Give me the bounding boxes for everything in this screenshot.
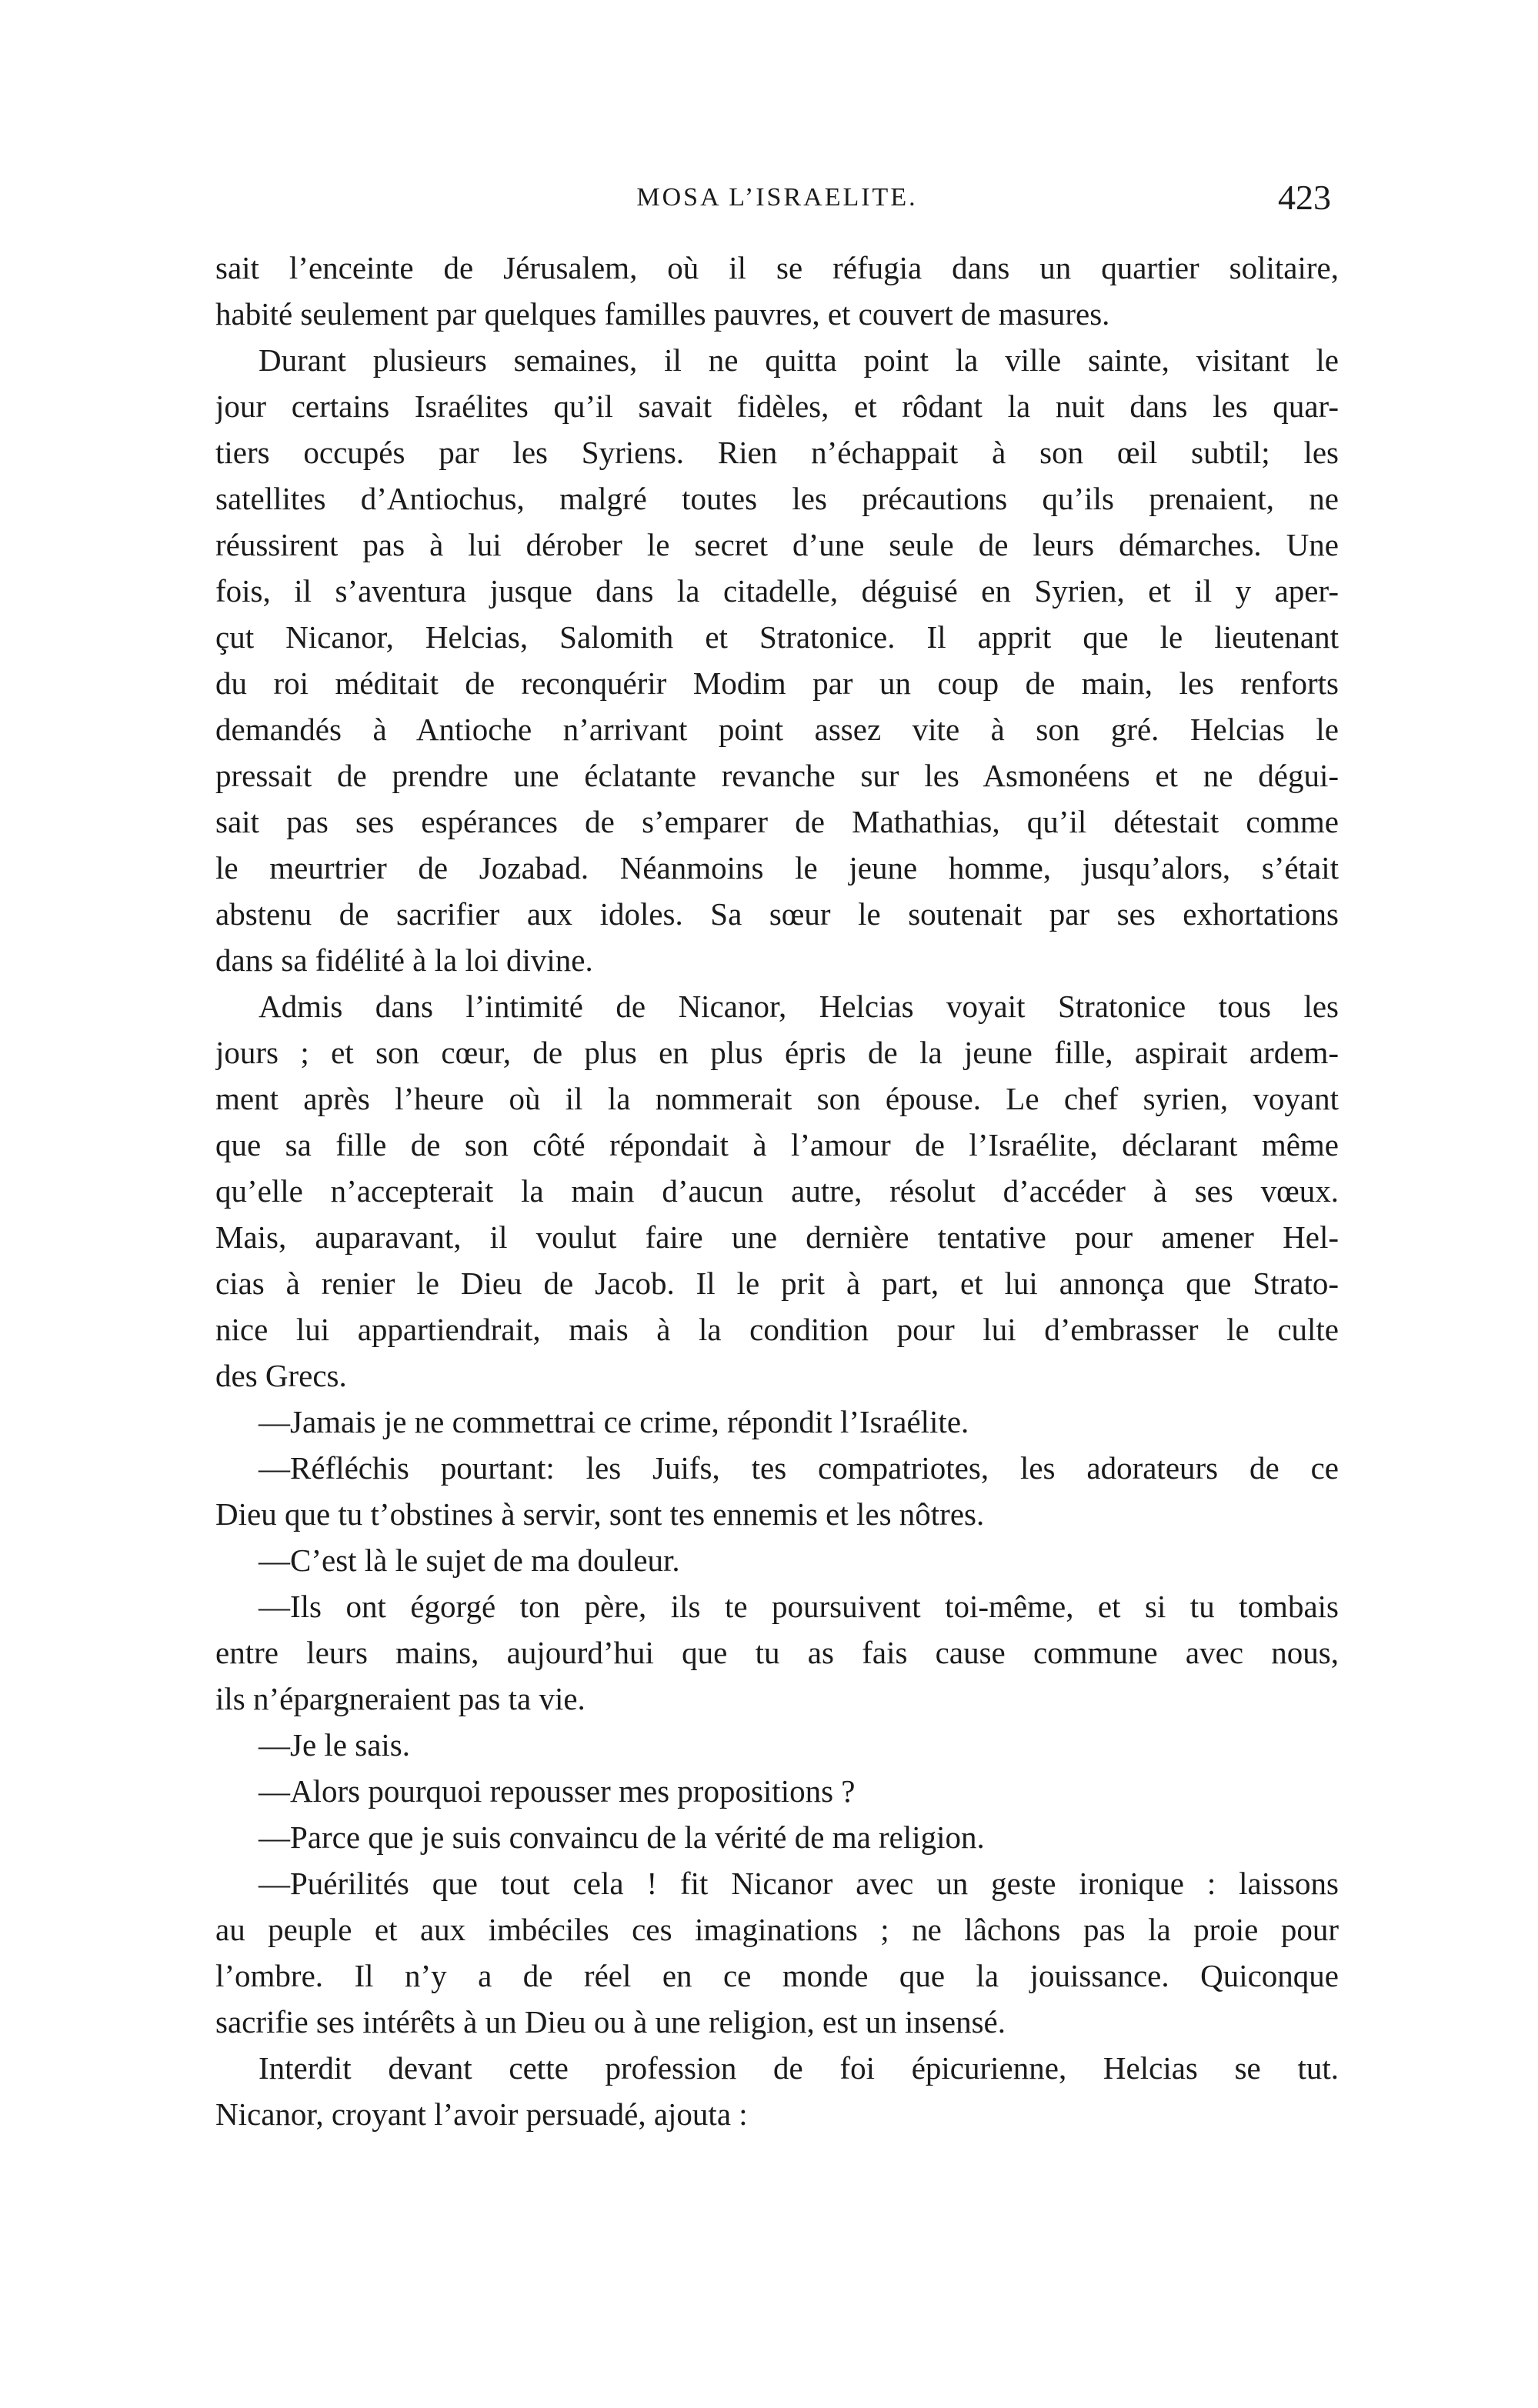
text-line: demandés à Antioche n’arrivant point assez vite à son gré. Helcias le xyxy=(215,712,1339,747)
text-line: —Parce que je suis convaincu de la vérité de ma religion. xyxy=(259,1819,985,1855)
text-line: ils n’épargneraient pas ta vie. xyxy=(215,1681,586,1716)
text-line: —Alors pourquoi repousser mes propositions ? xyxy=(259,1773,856,1809)
text-line: sait pas ses espérances de s’emparer de Mathathias, qu’il détestait comme xyxy=(215,804,1339,839)
text-line: sacrifie ses intérêts à un Dieu ou à une religion, est un insensé. xyxy=(215,2004,1006,2039)
running-title: MOSA L’ISRAELITE. xyxy=(636,183,918,212)
text-line: ment après l’heure où il la nommerait son épouse. Le chef syrien, voyant xyxy=(215,1081,1339,1116)
text-line: —Jamais je ne commettrai ce crime, répondit l’Israélite. xyxy=(259,1404,969,1439)
text-line: çut Nicanor, Helcias, Salomith et Stratonice. Il apprit que le lieutenant xyxy=(215,619,1339,655)
body-text xyxy=(215,245,1339,2137)
text-line: que sa fille de son côté répondait à l’amour de l’Israélite, déclarant même xyxy=(215,1127,1339,1162)
text-line: le meurtrier de Jozabad. Néanmoins le jeune homme, jusqu’alors, s’était xyxy=(215,850,1339,885)
text-line: Nicanor, croyant l’avoir persuadé, ajouta : xyxy=(215,2096,748,2132)
text-line: satellites d’Antiochus, malgré toutes les précautions qu’ils prenaient, ne xyxy=(215,481,1339,516)
text-line: —Ils ont égorgé ton père, ils te poursuivent toi-même, et si tu tombais xyxy=(259,1589,1339,1624)
text-line: Durant plusieurs semaines, il ne quitta point la ville sainte, visitant le xyxy=(259,342,1339,378)
text-line: pressait de prendre une éclatante revanche sur les Asmonéens et ne dégui- xyxy=(215,758,1339,793)
text-line: —C’est là le sujet de ma douleur. xyxy=(259,1543,680,1578)
text-line: du roi méditait de reconquérir Modim par un coup de main, les renforts xyxy=(215,665,1339,701)
text-line: cias à renier le Dieu de Jacob. Il le prit à part, et lui annonça que Strato- xyxy=(215,1266,1339,1301)
page-number: 423 xyxy=(1278,178,1331,217)
text-line: tiers occupés par les Syriens. Rien n’échappait à son œil subtil; les xyxy=(215,435,1339,470)
text-line: Admis dans l’intimité de Nicanor, Helcias voyait Stratonice tous les xyxy=(259,989,1339,1024)
text-line: —Puérilités que tout cela ! fit Nicanor avec un geste ironique : laissons xyxy=(259,1866,1339,1901)
text-line: jours ; et son cœur, de plus en plus épris de la jeune fille, aspirait ardem- xyxy=(215,1035,1339,1070)
text-line: qu’elle n’accepterait la main d’aucun autre, résolut d’accéder à ses vœux. xyxy=(215,1173,1339,1209)
text-line: Mais, auparavant, il voulut faire une dernière tentative pour amener Hel- xyxy=(215,1219,1339,1255)
text-line: Dieu que tu t’obstines à servir, sont tes ennemis et les nôtres. xyxy=(215,1496,985,1532)
text-line: dans sa fidélité à la loi divine. xyxy=(215,942,593,978)
text-line: réussirent pas à lui dérober le secret d’une seule de leurs démarches. Une xyxy=(215,527,1339,562)
text-line: des Grecs. xyxy=(215,1358,347,1393)
text-line: —Réfléchis pourtant: les Juifs, tes compatriotes, les adorateurs de ce xyxy=(259,1450,1339,1486)
text-line: abstenu de sacrifier aux idoles. Sa sœur le soutenait par ses exhortations xyxy=(215,896,1339,932)
text-line: l’ombre. Il n’y a de réel en ce monde que la jouissance. Quiconque xyxy=(215,1958,1339,1993)
text-line: habité seulement par quelques familles pauvres, et couvert de masures. xyxy=(215,296,1110,332)
text-line: —Je le sais. xyxy=(259,1727,410,1763)
text-line: entre leurs mains, aujourd’hui que tu as fais cause commune avec nous, xyxy=(215,1635,1339,1670)
running-header xyxy=(215,175,1339,229)
text-line: nice lui appartiendrait, mais à la condition pour lui d’embrasser le culte xyxy=(215,1312,1339,1347)
text-line: jour certains Israélites qu’il savait fidèles, et rôdant la nuit dans les quar- xyxy=(215,389,1339,424)
text-line: au peuple et aux imbéciles ces imaginations ; ne lâchons pas la proie pour xyxy=(215,1912,1339,1947)
text-line: sait l’enceinte de Jérusalem, où il se réfugia dans un quartier solitaire, xyxy=(215,250,1339,285)
text-line: Interdit devant cette profession de foi épicurienne, Helcias se tut. xyxy=(259,2050,1339,2086)
text-line: fois, il s’aventura jusque dans la citadelle, déguisé en Syrien, et il y aper- xyxy=(215,573,1339,609)
